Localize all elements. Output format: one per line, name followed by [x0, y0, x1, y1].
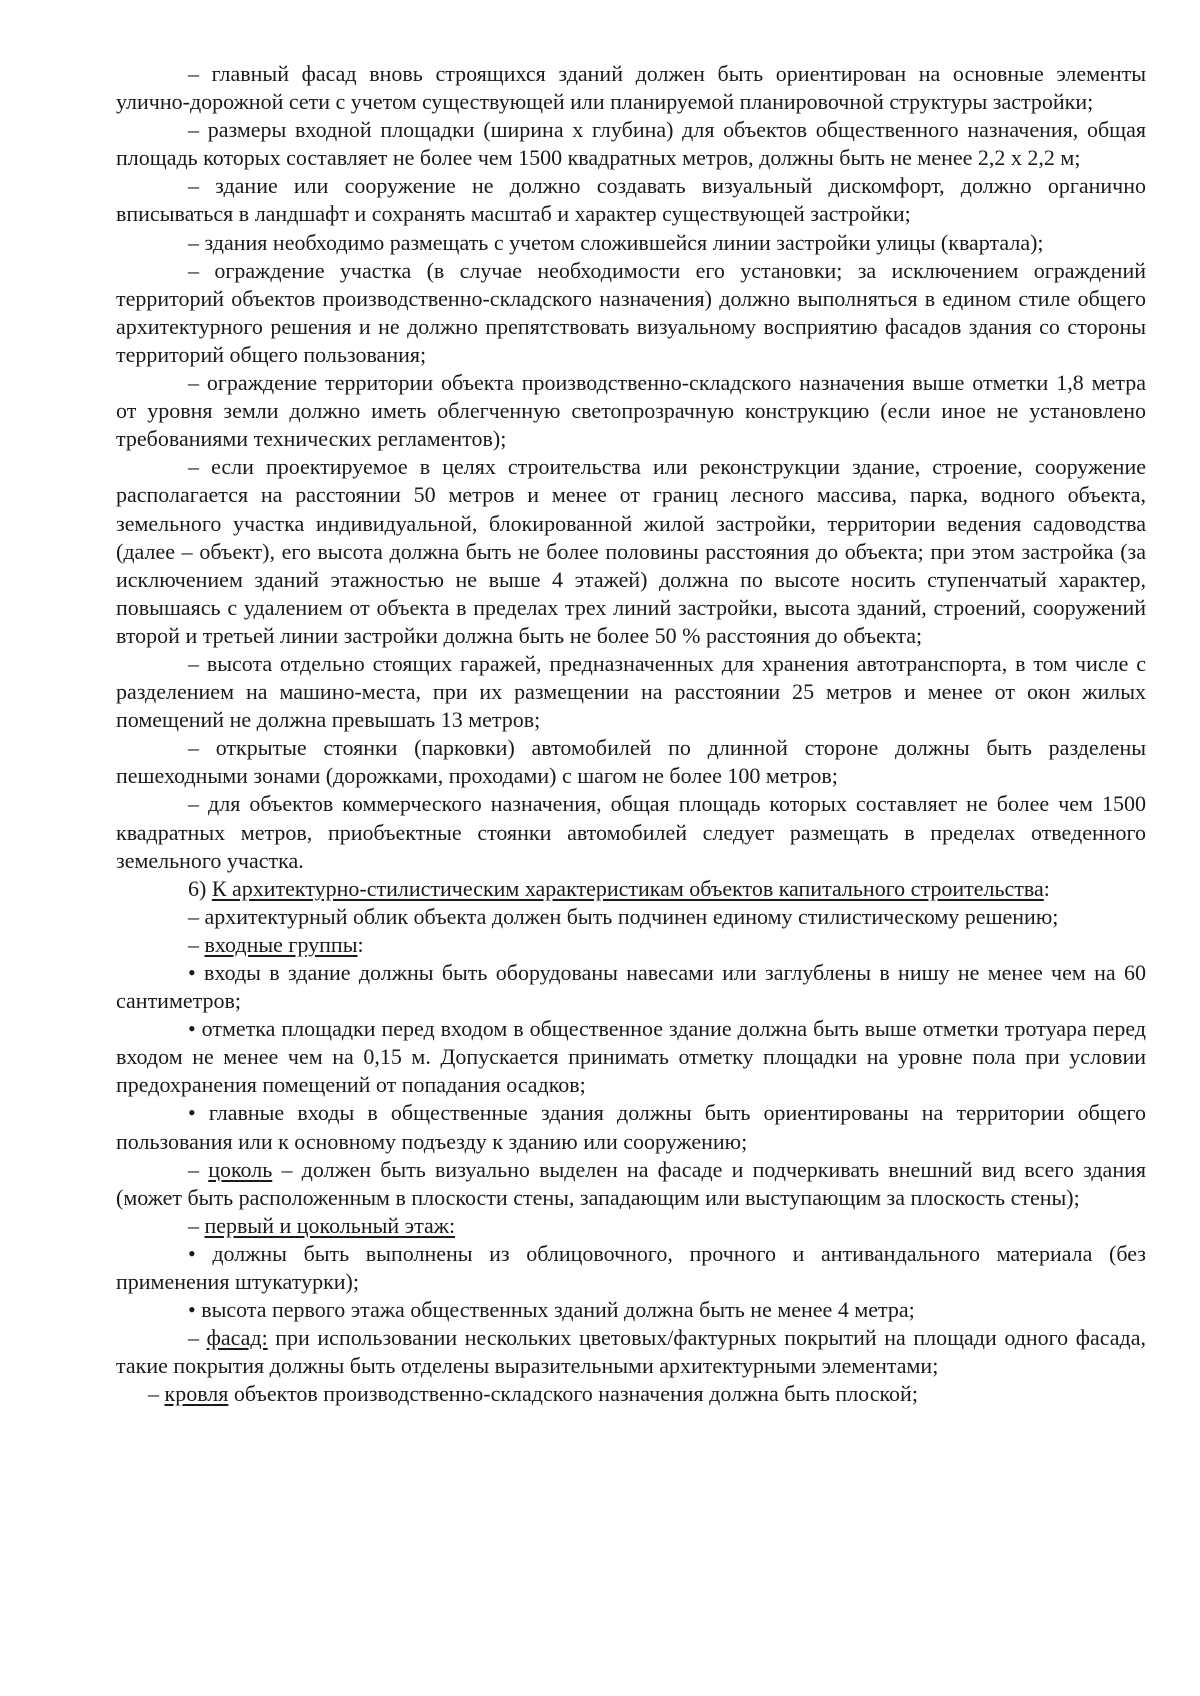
- paragraph: – здания необходимо размещать с учетом сложившейся линии застройки улицы (квартала);: [188, 229, 1044, 255]
- paragraph: – высота отдельно стоящих гаражей, предназначенных для хранения автотранспорта, в том числе с разделением на машино-места, при их размещении на расстоянии 25 метров и менее от окон жилых помещений не должна превышать 13 метров;: [116, 650, 1146, 733]
- dash-prefix: –: [188, 1212, 205, 1238]
- subheading-underlined: входные группы: [204, 931, 358, 957]
- bullet-item: • входы в здание должны быть оборудованы навесами или заглублены в нишу не менее чем на 60 сантиметров;: [116, 960, 1146, 1014]
- bullet-item: • должны быть выполнены из облицовочного, прочного и антивандального материала (без применения штукатурки);: [116, 1240, 1146, 1295]
- section-prefix: 6): [188, 875, 212, 901]
- bullet-item: • главные входы в общественные здания должны быть ориентированы на территории общего пользования или к основному подъезду к зданию или сооружению;: [116, 1100, 1146, 1154]
- subheading-underlined: кровля: [164, 1381, 229, 1407]
- paragraph: – ограждение участка (в случае необходимости его установки; за исключением ограждений территорий объектов производственно-складского назначения) должно выполняться в едином стиле общего архитектурного решения и не должно препятствовать визуальному восприятию фасадов здания со стороны территорий общего пользования;: [116, 257, 1146, 367]
- subheading-plinth: [116, 1156, 1146, 1212]
- subheading-underlined: цоколь: [208, 1156, 273, 1182]
- subheading-roof: [116, 1380, 1146, 1408]
- paragraph: – архитектурный облик объекта должен быть подчинен единому стилистическому решению;: [188, 903, 1059, 929]
- paragraph: – открытые стоянки (парковки) автомобилей по длинной стороне должны быть разделены пешеходными зонами (дорожками, проходами) с шагом не более 100 метров;: [116, 735, 1146, 789]
- subheading-underlined: фасад:: [206, 1325, 268, 1351]
- subheading-facade: [116, 1324, 1146, 1380]
- paragraph: – ограждение территории объекта производственно-складского назначения выше отметки 1,8 метра от уровня земли должно иметь облегченную светопрозрачную конструкцию (если иное не установлено требованиями технических регламентов);: [116, 370, 1146, 452]
- subheading-suffix: :: [357, 931, 364, 957]
- dash-prefix: –: [148, 1381, 165, 1407]
- section-heading-underlined: К архитектурно-стилистическим характеристикам объектов капитального строительства: [211, 875, 1044, 901]
- paragraph: – если проектируемое в целях строительства или реконструкции здание, строение, сооружение располагается на расстоянии 50 метров и менее от границ лесного массива, парка, водного объекта, земельного участка индивидуальной, блокированной жилой застройки, территории ведения садоводства (далее – объект), его высота должна быть не более половины расстояния до объекта; при этом застройка (за исключением зданий этажностью не выше 4 этажей) должна по высоте носить ступенчатый характер, повышаясь с удалением от объекта в пределах трех линий застройки, высота зданий, строений, сооружений второй и третьей линии застройки должна быть не более 50 % расстояния до объекта;: [116, 454, 1146, 648]
- subheading-suffix: объектов производственно-складского назначения должна быть плоской;: [228, 1381, 918, 1407]
- document-body: [116, 60, 1146, 1409]
- paragraph: – здание или сооружение не должно создавать визуальный дискомфорт, должно органично вписываться в ландшафт и сохранять масштаб и характер существующей застройки;: [116, 173, 1146, 227]
- dash-prefix: –: [188, 931, 205, 957]
- subheading-suffix: – должен быть визуально выделен на фасаде и подчеркивать внешний вид всего здания (может быть расположенным в плоскости стены, западающим или выступающим за плоскость стены);: [116, 1156, 1146, 1210]
- subheading-suffix: при использовании нескольких цветовых/фактурных покрытий на площади одного фасада, такие покрытия должны быть отделены выразительными архитектурными элементами;: [116, 1325, 1146, 1379]
- dash-prefix: –: [188, 1325, 207, 1351]
- dash-prefix: –: [188, 1156, 209, 1182]
- subheading-first-floor: [116, 1212, 1146, 1240]
- section-heading-6: [116, 875, 1146, 903]
- paragraph: – размеры входной площадки (ширина х глубина) для объектов общественного назначения, общая площадь которых составляет не более чем 1500 квадратных метров, должны быть не менее 2,2 х 2,2 м;: [116, 117, 1146, 171]
- bullet-item: • высота первого этажа общественных зданий должна быть не менее 4 метра;: [188, 1297, 915, 1323]
- section-suffix: :: [1043, 875, 1050, 901]
- bullet-item: • отметка площадки перед входом в общественное здание должна быть выше отметки тротуара перед входом не менее чем на 0,15 м. Допускается принимать отметку площадки на уровне пола при условии предохранения помещений от попадания осадков;: [116, 1016, 1146, 1098]
- subheading-entrance-groups: [116, 931, 1146, 959]
- subheading-underlined: первый и цокольный этаж:: [204, 1212, 456, 1238]
- paragraph: – главный фасад вновь строящихся зданий должен быть ориентирован на основные элементы улично-дорожной сети с учетом существующей или планируемой планировочной структуры застройки;: [116, 61, 1146, 115]
- paragraph: – для объектов коммерческого назначения, общая площадь которых составляет не более чем 1500 квадратных метров, приобъектные стоянки автомобилей следует размещать в пределах отведенного земельного участка.: [116, 791, 1146, 873]
